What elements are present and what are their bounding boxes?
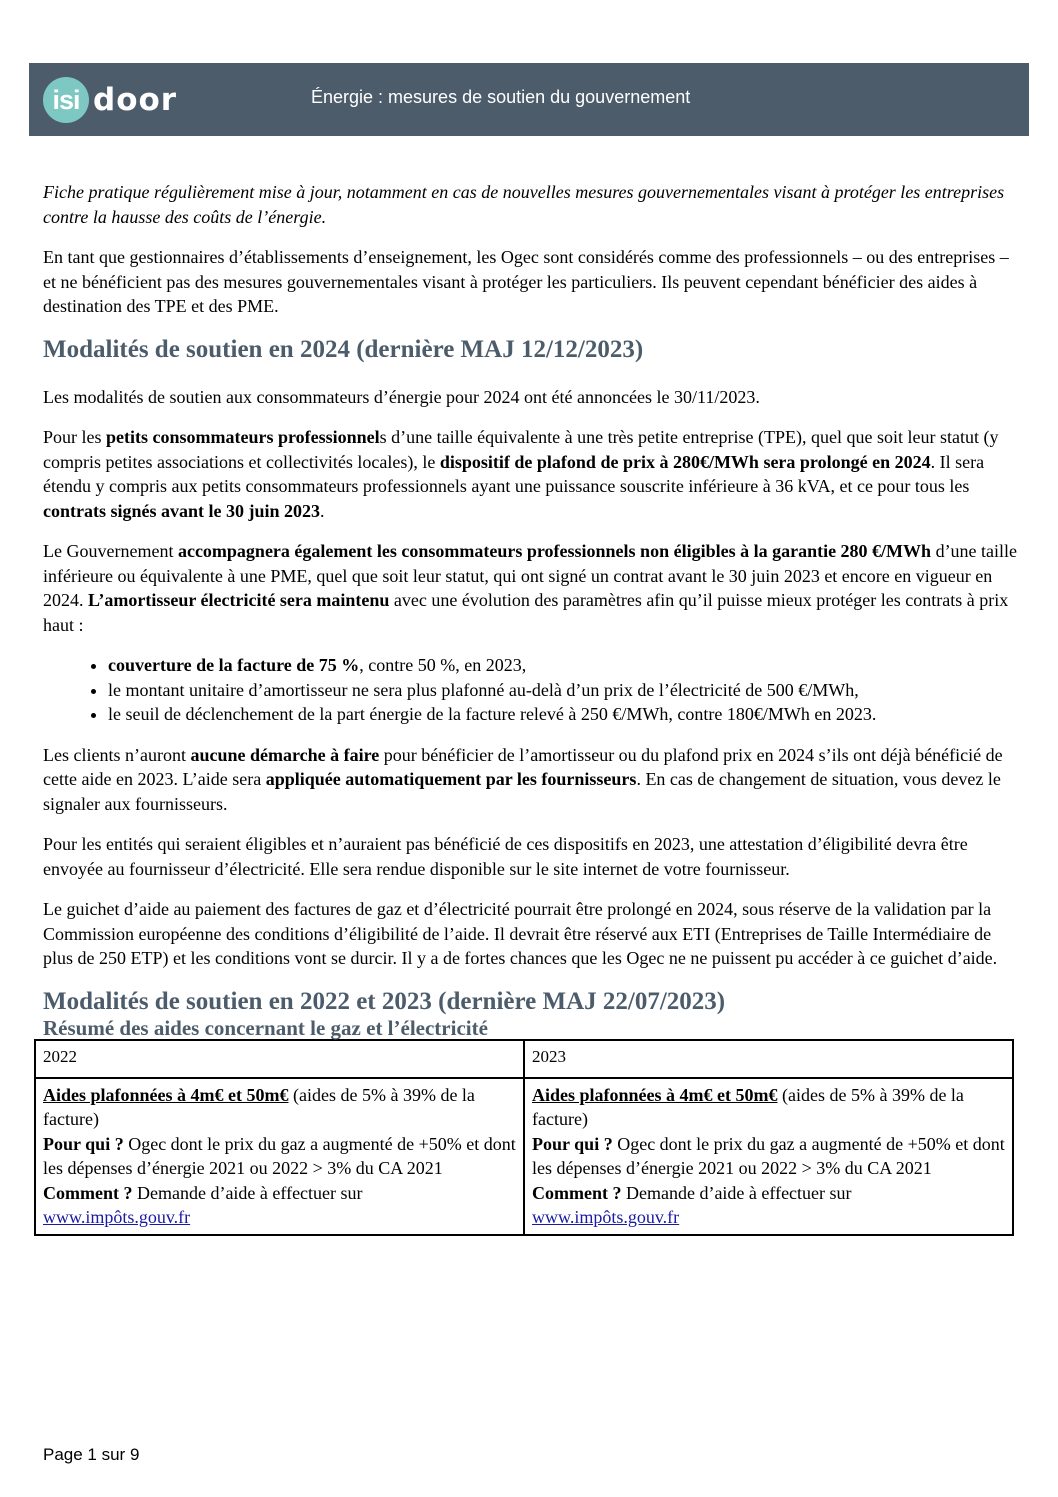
section-2024-p6: Le guichet d’aide au paiement des factures de gaz et d’électricité pourrait être prolongé en 2024, sous réserve de la validation par la Commission européenne des conditions d’éligibilité de l’aide. Il devrait être réservé aux ETI (Entreprises de Taille Intermédiaire de plus de 250 ETP) et les conditions vont se durcir. Il y a de fortes chances que les Ogec ne ne puissent pu accéder à ce guichet d’aide. bbox=[43, 899, 998, 968]
how-label: Comment ? bbox=[43, 1182, 133, 1203]
section-2024-p4 bbox=[43, 743, 1018, 817]
isidoor-logo bbox=[43, 78, 177, 122]
text-run: Pour les bbox=[43, 427, 106, 447]
list-item bbox=[108, 702, 1018, 727]
who-label: Pour qui ? bbox=[43, 1133, 124, 1154]
bold-run: dispositif de plafond de prix à 280€/MWh sera prolongé en 2024 bbox=[439, 451, 931, 472]
aid-detail: (aides de 5% à 39% de la facture) bbox=[532, 1084, 964, 1129]
how-text: Demande d’aide à effectuer sur bbox=[132, 1182, 363, 1203]
bold-run: aucune démarche à faire bbox=[190, 744, 380, 765]
text-run: Les clients n’auront bbox=[43, 744, 191, 765]
text-run: . En cas de changement de situation, vous devez le signaler aux fournisseurs. bbox=[43, 769, 1001, 814]
impots-link[interactable]: www.impôts.gouv.fr bbox=[43, 1207, 191, 1227]
list-item bbox=[108, 653, 1018, 678]
aid-title: Aides plafonnées à 4m€ et 50m€ bbox=[532, 1084, 778, 1105]
table-header-row bbox=[35, 1040, 1013, 1078]
logo-wordmark: door bbox=[93, 82, 178, 118]
text-run: . bbox=[320, 500, 325, 521]
text-run: le seuil de déclenchement de la part énergie de la facture relevé à 250 €/MWh, contre 180€/MWh en 2023. bbox=[108, 704, 877, 724]
table-header-cell: 2022 bbox=[35, 1040, 524, 1078]
section-2024-p2 bbox=[43, 425, 1018, 523]
text-run: le montant unitaire d’amortisseur ne sera plus plafonné au-delà d’un prix de l’électricité de 500 €/MWh, bbox=[108, 679, 859, 700]
text-run: s d’une taille équivalente à une très petite entreprise (TPE), quel que soit leur statut (y compris petites associations et collectivités locales), le bbox=[43, 427, 999, 472]
measures-list bbox=[43, 653, 1018, 727]
text-run: . Il sera étendu y compris aux petits consommateurs professionnels ayant une puissance souscrite inférieure à 36 kVA, et ce pour tous les bbox=[43, 451, 985, 496]
bold-run: petits consommateurs professionnel bbox=[106, 427, 380, 447]
table-header-cell: 2023 bbox=[524, 1040, 1013, 1078]
aid-detail: (aides de 5% à 39% de la facture) bbox=[43, 1084, 475, 1129]
impots-link[interactable]: www.impôts.gouv.fr bbox=[532, 1207, 680, 1227]
section-2024-p1: Les modalités de soutien aux consommateurs d’énergie pour 2024 ont été annoncées le 30/11/2023. bbox=[43, 386, 760, 407]
who-label: Pour qui ? bbox=[532, 1133, 613, 1154]
section-2024-heading: Modalités de soutien en 2024 (dernière MAJ 12/12/2023) bbox=[43, 335, 644, 363]
bold-run: contrats signés avant le 30 juin 2023 bbox=[43, 500, 321, 521]
document-header bbox=[29, 63, 1029, 136]
who-text: Ogec dont le prix du gaz a augmenté de +50% et dont les dépenses d’énergie 2021 ou 2022 > 3% du CA 2021 bbox=[43, 1133, 516, 1178]
bold-run: L’amortisseur électricité sera maintenu bbox=[88, 590, 390, 610]
table-row bbox=[35, 1078, 1013, 1235]
text-run: , contre 50 %, en 2023, bbox=[359, 655, 527, 675]
header-title: Énergie : mesures de soutien du gouvernement bbox=[311, 87, 691, 107]
bold-run: couverture de la facture de 75 % bbox=[108, 655, 360, 675]
text-run: avec une évolution des paramètres afin qu’il puisse mieux protéger les contrats à prix haut : bbox=[43, 590, 1009, 635]
section-2024-p3 bbox=[43, 539, 1018, 637]
aides-table bbox=[34, 1039, 1014, 1236]
text-run: Le Gouvernement bbox=[43, 541, 178, 561]
aid-title: Aides plafonnées à 4m€ et 50m€ bbox=[43, 1084, 289, 1105]
how-label: Comment ? bbox=[532, 1182, 622, 1203]
document-body bbox=[43, 180, 1018, 1236]
text-run: pour bénéficier de l’amortisseur ou du plafond prix en 2024 s’ils ont déjà bénéficié de cette aide en 2023. L’aide sera bbox=[43, 744, 1003, 789]
section-2022-2023-subheading: Résumé des aides concernant le gaz et l’électricité bbox=[43, 1015, 488, 1040]
logo-circle-mark: isi bbox=[43, 77, 89, 123]
table-cell bbox=[524, 1078, 1013, 1235]
page-number: Page 1 sur 9 bbox=[43, 1445, 140, 1464]
section-2022-2023-heading: Modalités de soutien en 2022 et 2023 (dernière MAJ 22/07/2023) bbox=[43, 987, 726, 1015]
intro-paragraph: Fiche pratique régulièrement mise à jour, notamment en cas de nouvelles mesures gouvernementales visant à protéger les entreprises contre la hausse des coûts de l’énergie. bbox=[43, 182, 1005, 227]
how-text: Demande d’aide à effectuer sur bbox=[621, 1182, 852, 1203]
ogec-paragraph: En tant que gestionnaires d’établissements d’enseignement, les Ogec sont considérés comme des professionnels – ou des entreprises – et ne bénéficient pas des mesures gouvernementales visant à protéger les particuliers. Ils peuvent cependant bénéficier des aides à destination des TPE et des PME. bbox=[43, 247, 1009, 316]
text-run: d’une taille inférieure ou équivalente à une PME, quel que soit leur statut, qui ont signé un contrat avant le 30 juin 2023 et encore en vigueur en 2024. bbox=[43, 541, 1018, 610]
table-cell bbox=[35, 1078, 524, 1235]
section-2024-p5: Pour les entités qui seraient éligibles et n’auraient pas bénéficié de ces dispositifs en 2023, une attestation d’éligibilité devra être envoyée au fournisseur d’électricité. Elle sera rendue disponible sur le site internet de votre fournisseur. bbox=[43, 834, 968, 879]
who-text: Ogec dont le prix du gaz a augmenté de +50% et dont les dépenses d’énergie 2021 ou 2022 > 3% du CA 2021 bbox=[532, 1133, 1005, 1178]
bold-run: appliquée automatiquement par les fournisseurs bbox=[265, 769, 637, 789]
bold-run: accompagnera également les consommateurs professionnels non éligibles à la garantie 280 €/MWh bbox=[177, 541, 932, 561]
list-item bbox=[108, 678, 1018, 703]
